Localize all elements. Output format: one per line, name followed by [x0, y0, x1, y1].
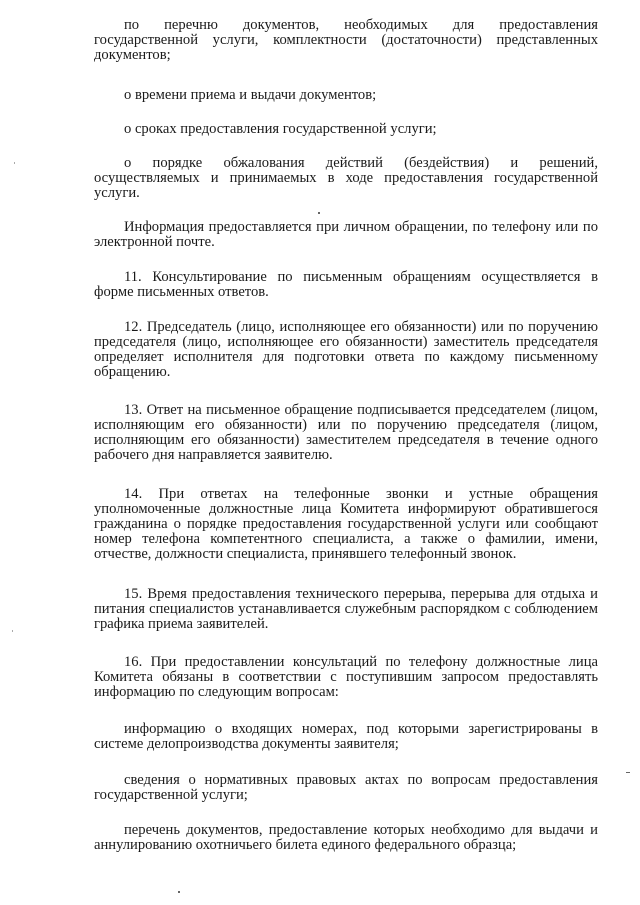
paragraph-documents-list: по перечню документов, необходимых для предоставления государственной услуги, комплектности (достаточности) представленных документов;	[94, 17, 598, 63]
scan-speck	[318, 212, 320, 214]
paragraph-13: 13. Ответ на письменное обращение подписывается председателем (лицом, исполняющим его обязанности) или по поручению председателя (лицом, исполняющим его обязанности) заместителем председателя в течение одного рабочего дня направляется заявителю.	[94, 402, 598, 463]
paragraph-appeal-procedure: о порядке обжалования действий (бездействия) и решений, осуществляемых и принимаемых в ходе предоставления государственной услуги.	[94, 155, 598, 201]
paragraph-incoming-numbers: информацию о входящих номерах, под которыми зарегистрированы в системе делопроизводства документы заявителя;	[94, 721, 598, 752]
paragraph-required-documents: перечень документов, предоставление которых необходимо для выдачи и аннулированию охотничьего билета единого федерального образца;	[94, 822, 598, 853]
paragraph-12: 12. Председатель (лицо, исполняющее его обязанности) или по поручению председателя (лицо, исполняющее его обязанности) заместитель председателя определяет исполнителя для подготовки ответа по каждому письменному обращению.	[94, 319, 598, 380]
scan-speck	[626, 772, 630, 773]
paragraph-legal-acts: сведения о нормативных правовых актах по вопросам предоставления государственной услуги;	[94, 772, 598, 803]
paragraph-service-terms: о сроках предоставления государственной услуги;	[124, 121, 437, 137]
paragraph-information-channels: Информация предоставляется при личном обращении, по телефону или по электронной почте.	[94, 219, 598, 250]
scan-speck	[12, 630, 13, 632]
scan-speck	[178, 891, 180, 893]
paragraph-reception-time: о времени приема и выдачи документов;	[124, 87, 377, 103]
paragraph-15: 15. Время предоставления технического перерыва, перерыва для отдыха и питания специалистов устанавливается служебным распорядком с соблюдением графика приема заявителей.	[94, 586, 598, 632]
paragraph-14: 14. При ответах на телефонные звонки и устные обращения уполномоченные должностные лица Комитета информируют обратившегося гражданина о порядке предоставления государственной услуги или сообщают номер телефона компетентного специалиста, а также о фамилии, имени, отчестве, должности специалиста, принявшего телефонный звонок.	[94, 486, 598, 562]
paragraph-11: 11. Консультирование по письменным обращениям осуществляется в форме письменных ответов.	[94, 269, 598, 300]
paragraph-16: 16. При предоставлении консультаций по телефону должностные лица Комитета обязаны в соответствии с поступившим запросом предоставлять информацию по следующим вопросам:	[94, 654, 598, 700]
scan-speck	[14, 162, 15, 164]
